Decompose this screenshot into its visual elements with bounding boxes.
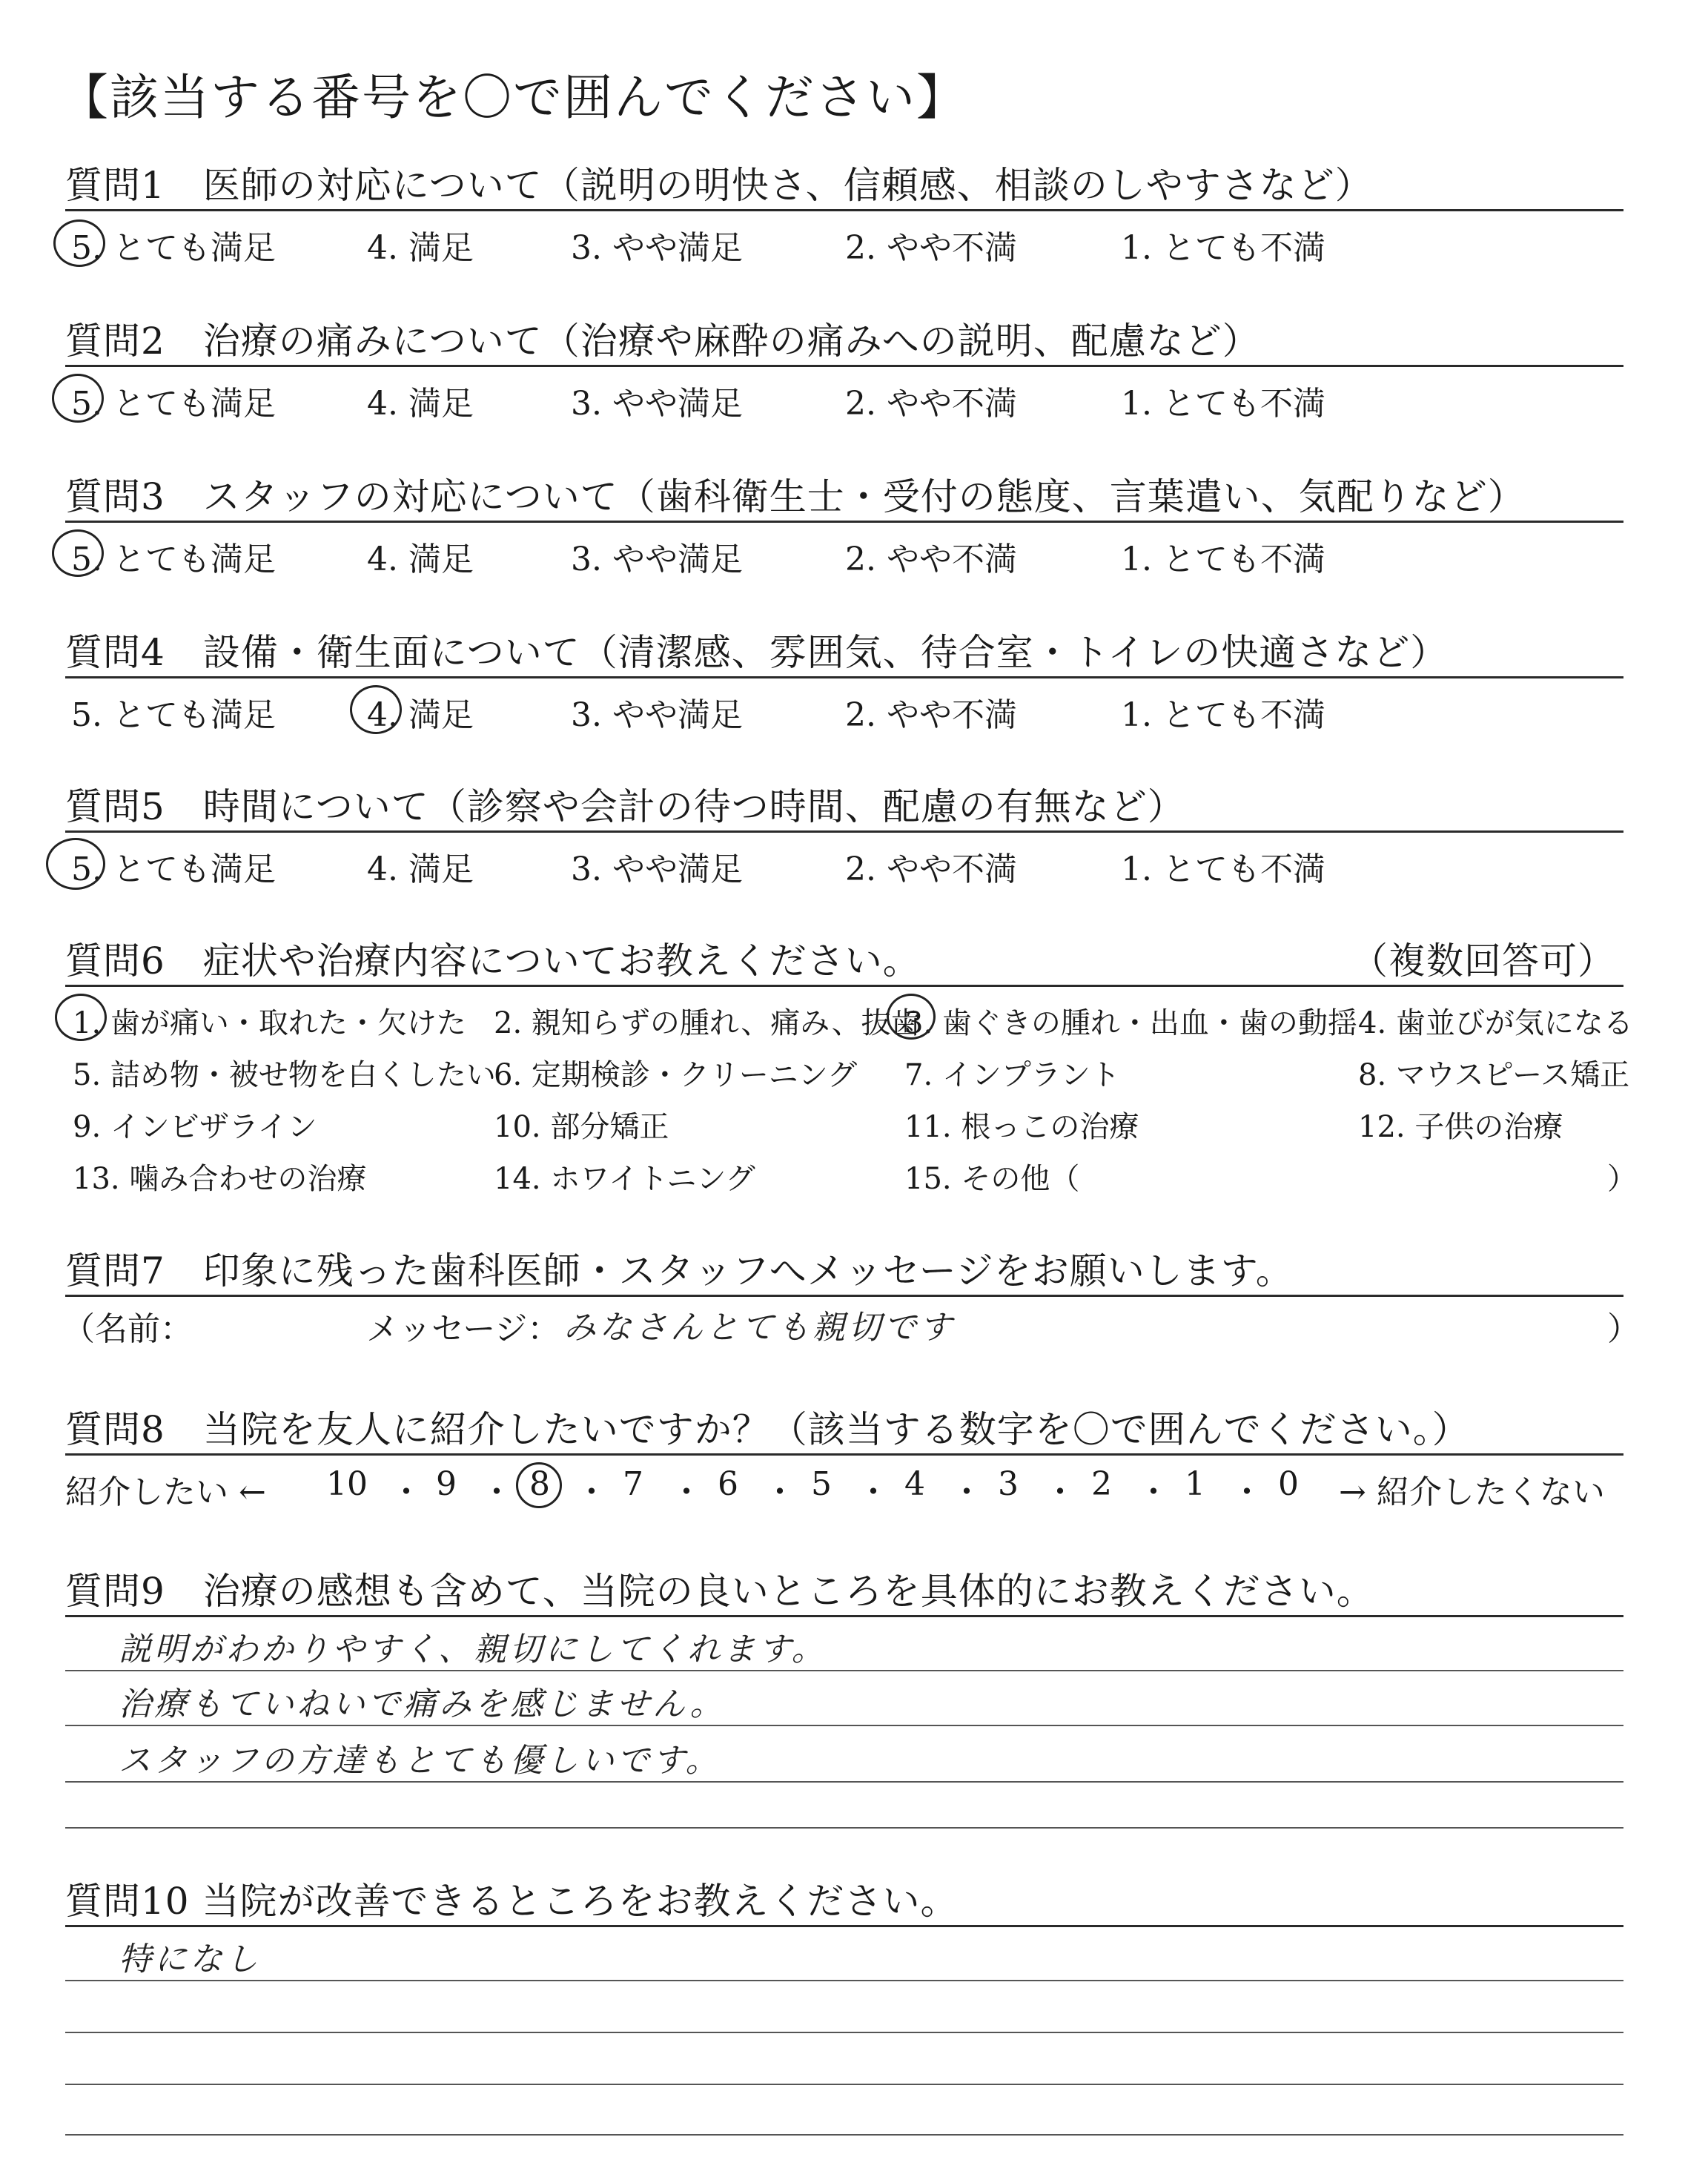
q3-option-2[interactable]: 2. やや不満 [845,541,1017,578]
q8-separator: ・ [857,1473,890,1511]
q7-message-label: メッセージ： [366,1310,560,1348]
q8-right-label: → 紹介したくない [1339,1473,1605,1511]
q2-option-3[interactable]: 3. やや満足 [571,385,743,423]
q6-option-9[interactable]: 9. インビザライン [73,1110,317,1144]
q10-writing-line [65,1980,1623,1981]
q3-option-5[interactable]: 5. とても満足 [71,541,276,578]
q5-option-1[interactable]: 1. とても不満 [1121,851,1325,888]
q6-option-2[interactable]: 2. 親知らずの腫れ、痛み、抜歯 [494,1006,921,1040]
question-7-title: 質問7 印象に残った歯科医師・スタッフへメッセージをお願いします。 [65,1249,1294,1292]
question-6-rule [65,985,1623,987]
q6-option-13[interactable]: 13. 噛み合わせの治療 [73,1162,367,1196]
q10-writing-line [65,2134,1623,2136]
q1-option-4[interactable]: 4. 満足 [367,229,474,267]
q2-option-5[interactable]: 5. とても満足 [71,385,276,423]
q6-option-7[interactable]: 7. インプラント [904,1058,1120,1092]
question-8-rule [65,1453,1623,1456]
q3-selection-circle [52,529,104,577]
q9-answer-line-2[interactable]: 治療もていねいで痛みを感じません。 [119,1685,726,1723]
q1-option-5[interactable]: 5. とても満足 [71,229,276,267]
q8-scale-5[interactable]: 5 [811,1465,832,1503]
q2-option-1[interactable]: 1. とても不満 [1121,385,1325,423]
q4-option-2[interactable]: 2. やや不満 [845,696,1017,734]
q2-selection-circle [52,374,104,423]
q6-option-14[interactable]: 14. ホワイトニング [494,1162,755,1196]
q10-writing-line [65,2032,1623,2033]
q8-separator: ・ [1231,1473,1263,1511]
q1-option-1[interactable]: 1. とても不満 [1121,229,1325,267]
q5-option-2[interactable]: 2. やや不満 [845,851,1017,888]
q6-selection-circle-1 [55,994,107,1041]
q3-option-1[interactable]: 1. とても不満 [1121,541,1325,578]
q10-answer-line-1[interactable]: 特になし [119,1941,261,1978]
q8-selection-circle [516,1462,562,1508]
q8-separator: ・ [575,1473,608,1511]
question-3-rule [65,521,1623,523]
q8-separator: ・ [480,1473,513,1511]
q5-option-4[interactable]: 4. 満足 [367,851,474,888]
q8-separator: ・ [1137,1473,1170,1511]
q6-option-11[interactable]: 11. 根っこの治療 [904,1110,1139,1144]
question-9-rule [65,1615,1623,1617]
q9-writing-line [65,1725,1623,1726]
q5-option-3[interactable]: 3. やや満足 [571,851,743,888]
q6-option-6[interactable]: 6. 定期検診・クリーニング [494,1058,858,1092]
question-9-title: 質問9 治療の感想も含めて、当院の良いところを具体的にお教えください。 [65,1570,1374,1613]
question-10-rule [65,1925,1623,1927]
q6-option-5[interactable]: 5. 詰め物・被せ物を白くしたい [73,1058,496,1092]
question-8-title: 質問8 当院を友人に紹介したいですか？（該当する数字を〇で囲んでください。） [65,1408,1470,1451]
question-5-rule [65,830,1623,833]
q7-message-value[interactable]: みなさんとても親切です [563,1309,955,1347]
q5-option-5[interactable]: 5. とても満足 [71,851,276,888]
q9-answer-line-1[interactable]: 説明がわかりやすく、親切にしてくれます。 [119,1631,827,1668]
question-1-rule [65,209,1623,211]
q9-writing-line [65,1670,1623,1671]
q6-selection-circle-3 [887,994,936,1040]
q8-scale-0[interactable]: 0 [1278,1465,1299,1503]
q6-option-8[interactable]: 8. マウスピース矯正 [1358,1058,1630,1092]
q5-selection-circle [46,838,105,890]
q6-option-15[interactable]: 15. その他（ [904,1162,1080,1196]
q4-option-5[interactable]: 5. とても満足 [71,696,276,734]
q8-separator: ・ [390,1473,423,1511]
q6-option-3[interactable]: 3. 歯ぐきの腫れ・出血・歯の動揺 [904,1006,1357,1040]
question-5-title: 質問5 時間について（診察や会計の待つ時間、配慮の有無など） [65,785,1185,828]
q6-option-1[interactable]: 1. 歯が痛い・取れた・欠けた [73,1006,466,1040]
q8-separator: ・ [764,1473,796,1511]
question-6-title: 質問6 症状や治療内容についてお教えください。 [65,939,921,982]
page-title: 【該当する番号を〇で囲んでください】 [59,69,967,126]
q2-option-4[interactable]: 4. 満足 [367,385,474,423]
q8-scale-3[interactable]: 3 [998,1465,1019,1503]
q8-left-label: 紹介したい ← [65,1473,266,1511]
q8-scale-1[interactable]: 1 [1185,1465,1205,1503]
q8-scale-2[interactable]: 2 [1091,1465,1112,1503]
q4-option-3[interactable]: 3. やや満足 [571,696,743,734]
q9-writing-line [65,1781,1623,1783]
q4-option-1[interactable]: 1. とても不満 [1121,696,1325,734]
q3-option-3[interactable]: 3. やや満足 [571,541,743,578]
question-1-title: 質問1 医師の対応について（説明の明快さ、信頼感、相談のしやすさなど） [65,164,1373,207]
q6-other-close: ） [1607,1162,1637,1196]
q1-option-2[interactable]: 2. やや不満 [845,229,1017,267]
question-4-title: 質問4 設備・衛生面について（清潔感、雰囲気、待合室・トイレの快適さなど） [65,631,1449,674]
question-4-rule [65,676,1623,678]
q4-selection-circle [350,685,402,734]
q6-option-4[interactable]: 4. 歯並びが気になる [1358,1006,1633,1040]
q9-writing-line [65,1827,1623,1829]
q8-scale-4[interactable]: 4 [904,1465,925,1503]
q7-close: ） [1607,1310,1640,1348]
q8-scale-9[interactable]: 9 [436,1465,457,1503]
q1-selection-circle [53,219,105,267]
q3-option-4[interactable]: 4. 満足 [367,541,474,578]
q8-scale-8[interactable]: 8 [529,1465,550,1503]
question-3-title: 質問3 スタッフの対応について（歯科衛生士・受付の態度、言葉遣い、気配りなど） [65,475,1526,518]
q8-separator: ・ [950,1473,983,1511]
q10-writing-line [65,2084,1623,2085]
question-2-title: 質問2 治療の痛みについて（治療や麻酔の痛みへの説明、配慮など） [65,320,1260,363]
q8-separator: ・ [670,1473,703,1511]
q8-separator: ・ [1044,1473,1076,1511]
question-2-rule [65,365,1623,367]
q8-scale-10[interactable]: 10 [326,1465,368,1503]
q2-option-2[interactable]: 2. やや不満 [845,385,1017,423]
question-6-note: （複数回答可） [1351,939,1615,982]
question-10-title: 質問10 当院が改善できるところをお教えください。 [65,1880,959,1923]
q9-answer-line-3[interactable]: スタッフの方達もとても優しいです。 [119,1742,721,1780]
q7-name-label: （名前： [62,1310,193,1348]
q8-scale-6[interactable]: 6 [718,1465,738,1503]
q8-scale-7[interactable]: 7 [623,1465,643,1503]
q6-option-12[interactable]: 12. 子供の治療 [1358,1110,1563,1144]
question-7-rule [65,1295,1623,1297]
q1-option-3[interactable]: 3. やや満足 [571,229,743,267]
q6-option-10[interactable]: 10. 部分矯正 [494,1110,669,1144]
q4-option-4[interactable]: 4. 満足 [367,696,474,734]
